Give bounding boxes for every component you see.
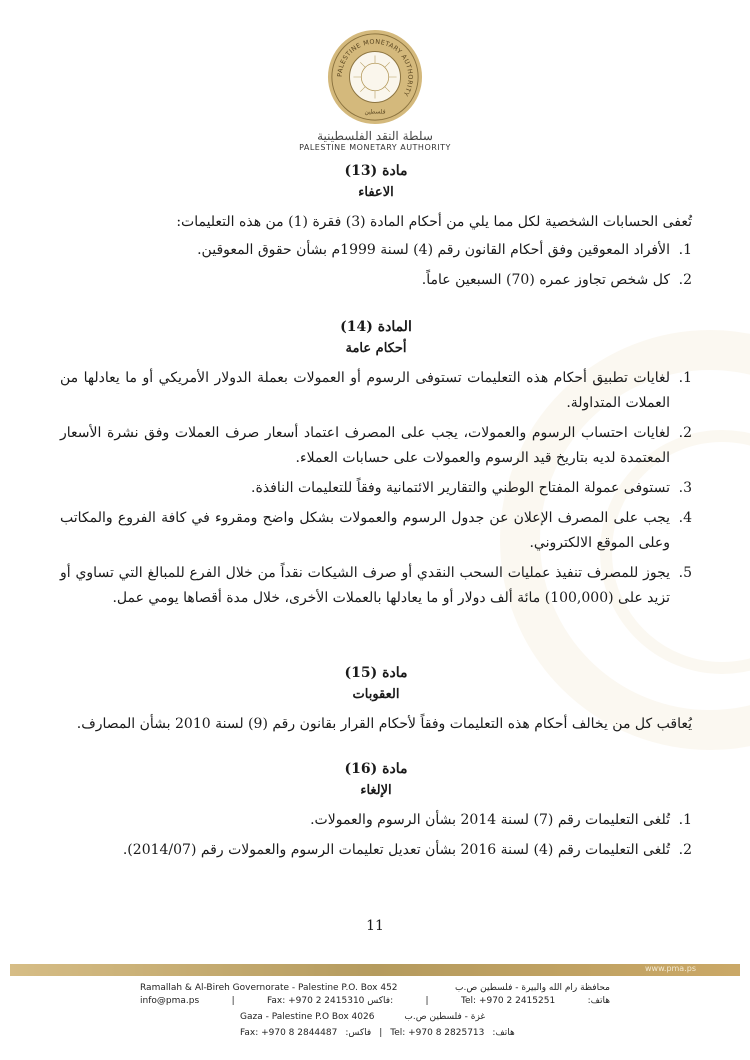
list-item: 2. كل شخص تجاوز عمره (70) السبعين عاماً. [421, 272, 692, 288]
footer-website: www.pma.ps [645, 964, 696, 973]
gaza-fax-ar: فاكس: [345, 1028, 372, 1038]
list-item: 1. الأفراد المعوقين وفق أحكام القانون رقم (4) لسنة 1999م بشأن حقوق المعوقين. [197, 242, 692, 258]
article-16-list [60, 808, 692, 863]
seal-arabic-text: فلسطين [364, 109, 386, 116]
list-item: 2. لغايات احتساب الرسوم والعمولات، يجب على المصرف اعتماد أسعار صرف العملات وفق نشرة الأسعار المعتمدة لديه بتاريخ قيد الرسوم والعمولات على حسابات العملاء. [60, 425, 692, 466]
article-15-title: العقوبات [352, 687, 400, 702]
article-14-list [60, 366, 692, 611]
ramallah-address-ar: محافظة رام الله والبيرة - فلسطين ص.ب [455, 983, 610, 993]
list-item: 1. لغايات تطبيق أحكام هذه التعليمات تستوفى الرسوم أو العمولات بعملة الدولار الأمريكي أو ما يعادلها من العملات المتداولة. [60, 370, 692, 411]
letterhead [0, 28, 750, 153]
article-13-list [60, 238, 692, 293]
footer-contact: Ramallah & Al-Bireh Governorate - Palestine P.O. Box 452 محافظة رام الله والبيرة - فلسطين ص.ب info@pma.ps | Fax: +970 2 2415310 فاكس: | Tel: +970 2 2415251 هاتف: Gaza - Palestine P.O Box 4026 غزة - فلسطين ص.ب Fax: +970 8 2844487 فاكس: | Tel: +970 8 2825713 هاتف: [140, 983, 610, 1038]
article-13-heading: مادة (13) [344, 163, 408, 179]
ramallah-address-en: Ramallah & Al-Bireh Governorate - Palestine P.O. Box 452 [140, 983, 398, 993]
email-text: info@pma.ps [140, 996, 200, 1006]
seal-outer-text: PALESTINE MONETARY AUTHORITY [335, 37, 415, 98]
gaza-address-en: Gaza - Palestine P.O Box 4026 [240, 1012, 375, 1022]
article-14-heading: المادة (14) [340, 319, 412, 335]
gaza-fax: Fax: +970 8 2844487 [240, 1028, 338, 1038]
authority-name-english: PALESTINE MONETARY AUTHORITY [299, 143, 451, 152]
fax-label-ar: فاكس: [367, 996, 394, 1006]
article-16-title: الإلغاء [360, 783, 392, 798]
gaza-tel-ar: هاتف: [492, 1028, 515, 1038]
tel-label: Tel: [461, 996, 477, 1006]
document-body [60, 160, 692, 868]
gaza-address-ar: غزة - فلسطين ص.ب [404, 1012, 486, 1022]
list-item: 2. تُلغى التعليمات رقم (4) لسنة 2016 بشأن تعديل تعليمات الرسوم والعمولات رقم (2014/07). [122, 842, 692, 858]
article-15-heading: مادة (15) [344, 665, 408, 681]
list-item: 5. يجوز للمصرف تنفيذ عمليات السحب النقدي أو صرف الشيكات نقداً من خلال الفرع للمبالغ التي تساوي أو تزيد على (100,000) مائة ألف دولار أو ما يعادلها بالعملات الأخرى، خلال مدة أقصاها يومي عمل. [60, 565, 692, 606]
footer-divider-band [10, 964, 740, 976]
authority-name-arabic: سلطة النقد الفلسطينية [317, 129, 433, 143]
authority-seal-icon [326, 28, 424, 126]
fax-number: +970 2 2415310 [288, 996, 365, 1006]
fax-label: Fax: [267, 996, 286, 1006]
page-number: 11 [366, 918, 384, 934]
list-item: 3. تستوفى عمولة المفتاح الوطني والتقارير الائتمانية وفقاً للتعليمات النافذة. [251, 480, 692, 496]
article-13-title: الاعفاء [358, 185, 394, 200]
article-14-title: أحكام عامة [345, 341, 407, 356]
tel-label-ar: هاتف: [587, 996, 610, 1006]
list-item: 1. تُلغى التعليمات رقم (7) لسنة 2014 بشأن الرسوم والعمولات. [310, 812, 692, 828]
article-13-intro: تُعفى الحسابات الشخصية لكل مما يلي من أحكام المادة (3) فقرة (1) من هذه التعليمات: [176, 214, 692, 230]
tel-number: +970 2 2415251 [478, 996, 556, 1006]
gaza-tel: Tel: +970 8 2825713 [390, 1028, 485, 1038]
article-15-text: يُعاقب كل من يخالف أحكام هذه التعليمات وفقاً لأحكام القرار بقانون رقم (9) لسنة 2010 بشأن المصارف. [76, 716, 692, 732]
article-16-heading: مادة (16) [344, 761, 408, 777]
list-item: 4. يجب على المصرف الإعلان عن جدول الرسوم والعمولات بشكل واضح ومقروء في كافة الفروع والمكاتب وعلى الموقع الالكتروني. [60, 510, 692, 551]
